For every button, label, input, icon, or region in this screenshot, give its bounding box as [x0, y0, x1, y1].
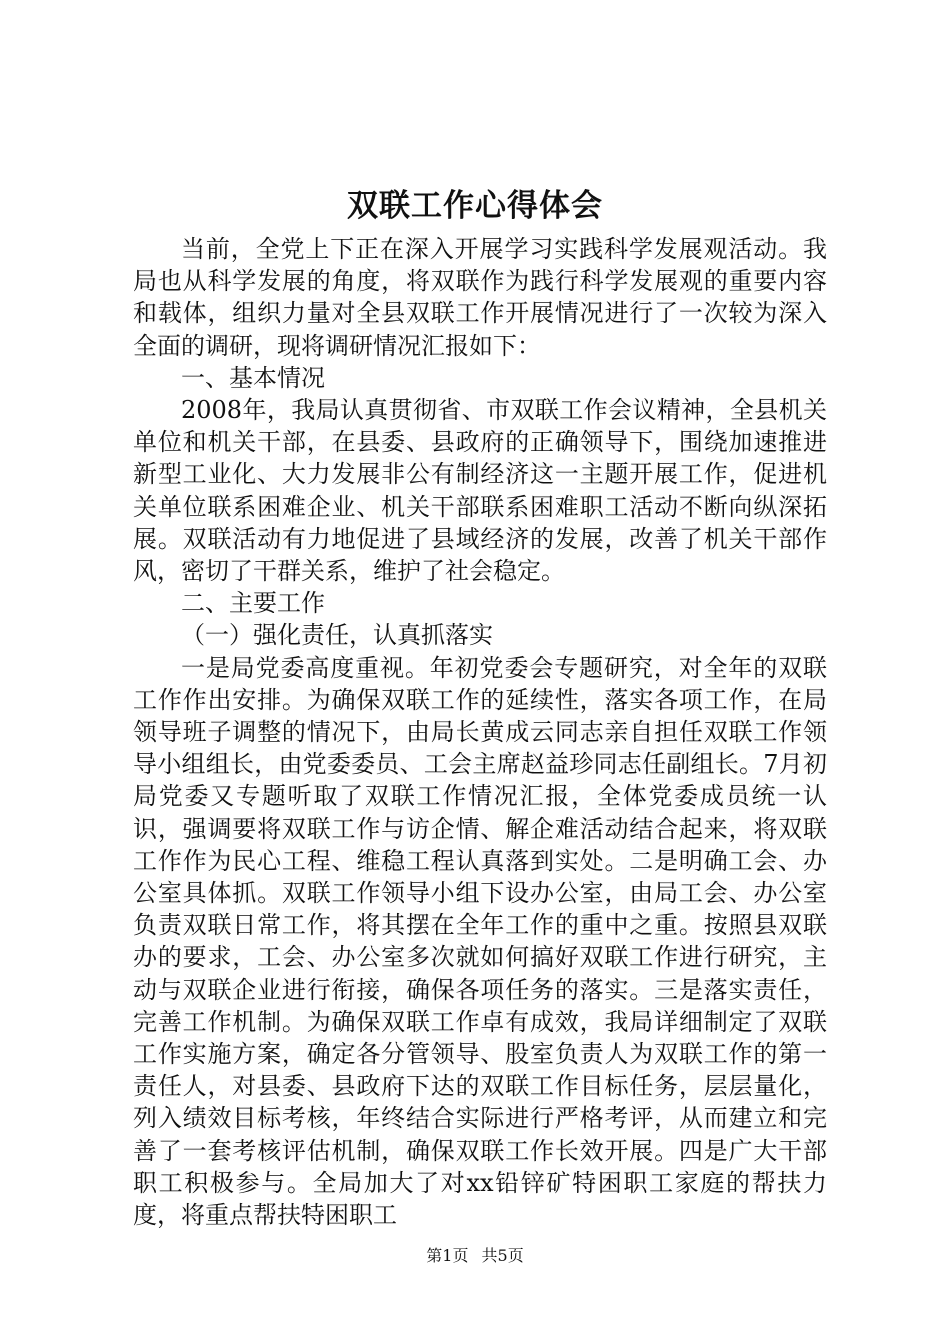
- page-number: 第1页: [426, 1246, 469, 1265]
- subheading-strengthen-responsibility: （一）强化责任，认真抓落实: [181, 621, 493, 650]
- heading-main-work: 二、主要工作: [181, 589, 325, 618]
- heading-basic-situation: 一、基本情况: [181, 363, 325, 392]
- paragraph-strengthen-responsibility: 一是局党委高度重视。年初党委会专题研究，对全年的双联工作作出安排。为确保双联工作的延续性，落实各项工作，在局领导班子调整的情况下，由局长黄成云同志亲自担任双联工作领导小组组长，由党委委员、工会主席赵益珍同志任副组长。7月初局党委又专题听取了双联工作情况汇报，全体党委成员统一认识，强调要将双联工作与访企情、解企难活动结合起来，将双联工作作为民心工程、维稳工程认真落到实处。二是明确工会、办公室具体抓。双联工作领导小组下设办公室，由局工会、办公室负责双联日常工作，将其摆在全年工作的重中之重。按照县双联办的要求，工会、办公室多次就如何搞好双联工作进行研究，主动与双联企业进行衔接，确保各项任务的落实。三是落实责任，完善工作机制。为确保双联工作卓有成效，我局详细制定了双联工作实施方案，确定各分管领导、股室负责人为双联工作的第一责任人，对县委、县政府下达的双联工作目标任务，层层量化，列入绩效目标考核，年终结合实际进行严格考评，从而建立和完善了一套考核评估机制，确保双联工作长效开展。四是广大干部职工积极参与。全局加大了对xx铅锌矿特困职工家庭的帮扶力度，将重点帮扶特困职工: [133, 653, 827, 1230]
- page-footer: [0, 1245, 950, 1267]
- paragraph-intro: 当前，全党上下正在深入开展学习实践科学发展观活动。我局也从科学发展的角度，将双联作为践行科学发展观的重要内容和载体，组织力量对全县双联工作开展情况进行了一次较为深入全面的调研，现将调研情况汇报如下：: [133, 235, 827, 360]
- document-body: [133, 233, 827, 1231]
- paragraph-basic-situation: 2008年，我局认真贯彻省、市双联工作会议精神，全县机关单位和机关干部，在县委、县政府的正确领导下，围绕加速推进新型工业化、大力发展非公有制经济这一主题开展工作，促进机关单位联系困难企业、机关干部联系困难职工活动不断向纵深拓展。双联活动有力地促进了县域经济的发展，改善了机关干部作风，密切了干群关系，维护了社会稳定。: [133, 396, 827, 586]
- document-title: 双联工作心得体会: [347, 188, 603, 224]
- page-total: 共5页: [481, 1246, 524, 1265]
